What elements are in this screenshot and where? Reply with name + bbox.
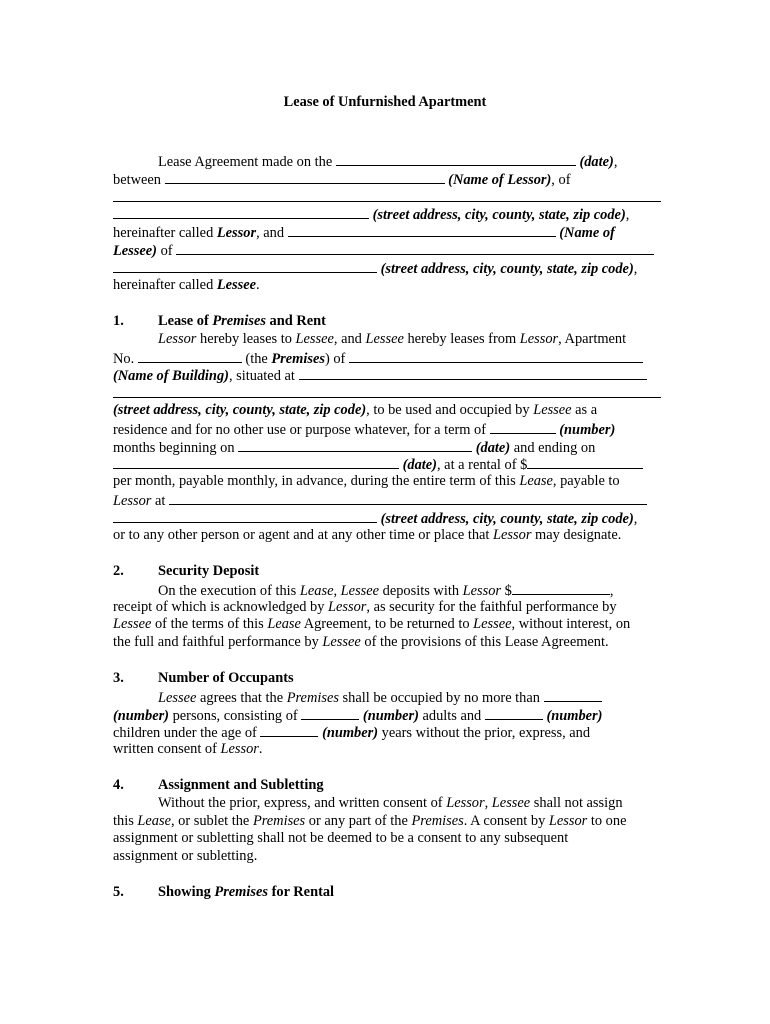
lessor-address-blank-1[interactable] bbox=[113, 188, 661, 202]
section-1-heading: 1. Lease of Premises and Rent bbox=[113, 313, 326, 329]
adults-blank[interactable] bbox=[301, 706, 359, 720]
intro-line-8: hereinafter called Lessee. bbox=[113, 276, 260, 293]
section-3: 3. Number of Occupants Lessee agrees that the Premises shall be occupied by no more than (number) persons, consisting of (number) adults and (number) children under the age of (number) years without the prior, express, and written consent of Lessor. bbox=[113, 670, 661, 759]
end-date-blank[interactable] bbox=[113, 455, 399, 469]
document-title: Lease of Unfurnished Apartment bbox=[283, 94, 487, 110]
building-address-blank-2[interactable] bbox=[113, 384, 661, 398]
section-4: 4. Assignment and Subletting Without the prior, express, and written consent of Lessor, Lessee shall not assign this Lease, or sublet the Premises or any part of the Premises. A consent by Lessor to one assignment or subletting shall not be deemed to be a consent to any subsequent assignment or subletting. bbox=[113, 777, 661, 866]
term-months-blank[interactable] bbox=[490, 420, 556, 434]
section-1: 1. Lease of Premises and Rent Lessor hereby leases to Lessee, and Lessee hereby leases from Lessor, Apartment No. (the Premises) of (Name of Building), situated at (street address, city, county, state, zip code), to be used and occupied by Lessee as a residence and for no other use or purpose whatever, for a term of (number) months beginning on (date) and ending on (date), at a rental of $ per month, payable monthly, in advance, during the entire term of this Lease, payable to Lessor at (street address, city, county, state, zip code), or to any other person or agent and at any other time or place that Lessor may designate. bbox=[113, 313, 661, 544]
building-address-blank-1[interactable] bbox=[299, 366, 647, 380]
building-name-blank[interactable] bbox=[349, 349, 643, 363]
max-occupants-blank[interactable] bbox=[544, 688, 602, 702]
lessee-name-blank[interactable] bbox=[288, 223, 556, 237]
age-blank[interactable] bbox=[260, 723, 318, 737]
children-blank[interactable] bbox=[485, 706, 543, 720]
section-4-heading: 4. Assignment and Subletting bbox=[113, 777, 324, 793]
payment-address-blank-2[interactable] bbox=[113, 509, 377, 523]
intro-line-3 bbox=[113, 188, 661, 206]
intro-line-7: (street address, city, county, state, zip code), bbox=[113, 259, 661, 277]
start-date-blank[interactable] bbox=[238, 438, 472, 452]
payment-address-blank-1[interactable] bbox=[169, 491, 647, 505]
lessor-name-blank[interactable] bbox=[165, 170, 445, 184]
rent-amount-blank[interactable] bbox=[527, 455, 643, 469]
section-3-heading: 3. Number of Occupants bbox=[113, 670, 294, 686]
intro-line-1: Lease Agreement made on the (date), bbox=[158, 154, 618, 170]
section-2-heading: 2. Security Deposit bbox=[113, 563, 260, 579]
intro-line-5: hereinafter called Lessor, and (Name of bbox=[113, 225, 615, 242]
section-5-heading: 5. Showing Premises for Rental bbox=[113, 884, 335, 900]
intro-line-6: Lessee) of bbox=[113, 241, 661, 259]
apartment-number-blank[interactable] bbox=[138, 349, 242, 363]
intro-line-2: between (Name of Lessor), of bbox=[113, 171, 571, 188]
lessee-address-blank-1[interactable] bbox=[176, 241, 654, 255]
intro-paragraph bbox=[113, 152, 661, 294]
deposit-amount-blank[interactable] bbox=[512, 581, 610, 595]
section-2: 2. Security Deposit On the execution of this Lease, Lessee deposits with Lessor $ , receipt of which is acknowledged by Lessor, as security for the faithful performance by Lessee of the terms of this Lease Agreement, to be returned to Lessee, without interest, on the full and faithful performance by Lessee of the provisions of this Lease Agreement. bbox=[113, 563, 661, 652]
section-5 bbox=[113, 884, 661, 902]
date-blank[interactable] bbox=[336, 152, 576, 166]
intro-line-4: (street address, city, county, state, zip code), bbox=[113, 205, 661, 223]
lessee-address-blank-2[interactable] bbox=[113, 259, 377, 273]
lessor-address-blank-2[interactable] bbox=[113, 205, 369, 219]
